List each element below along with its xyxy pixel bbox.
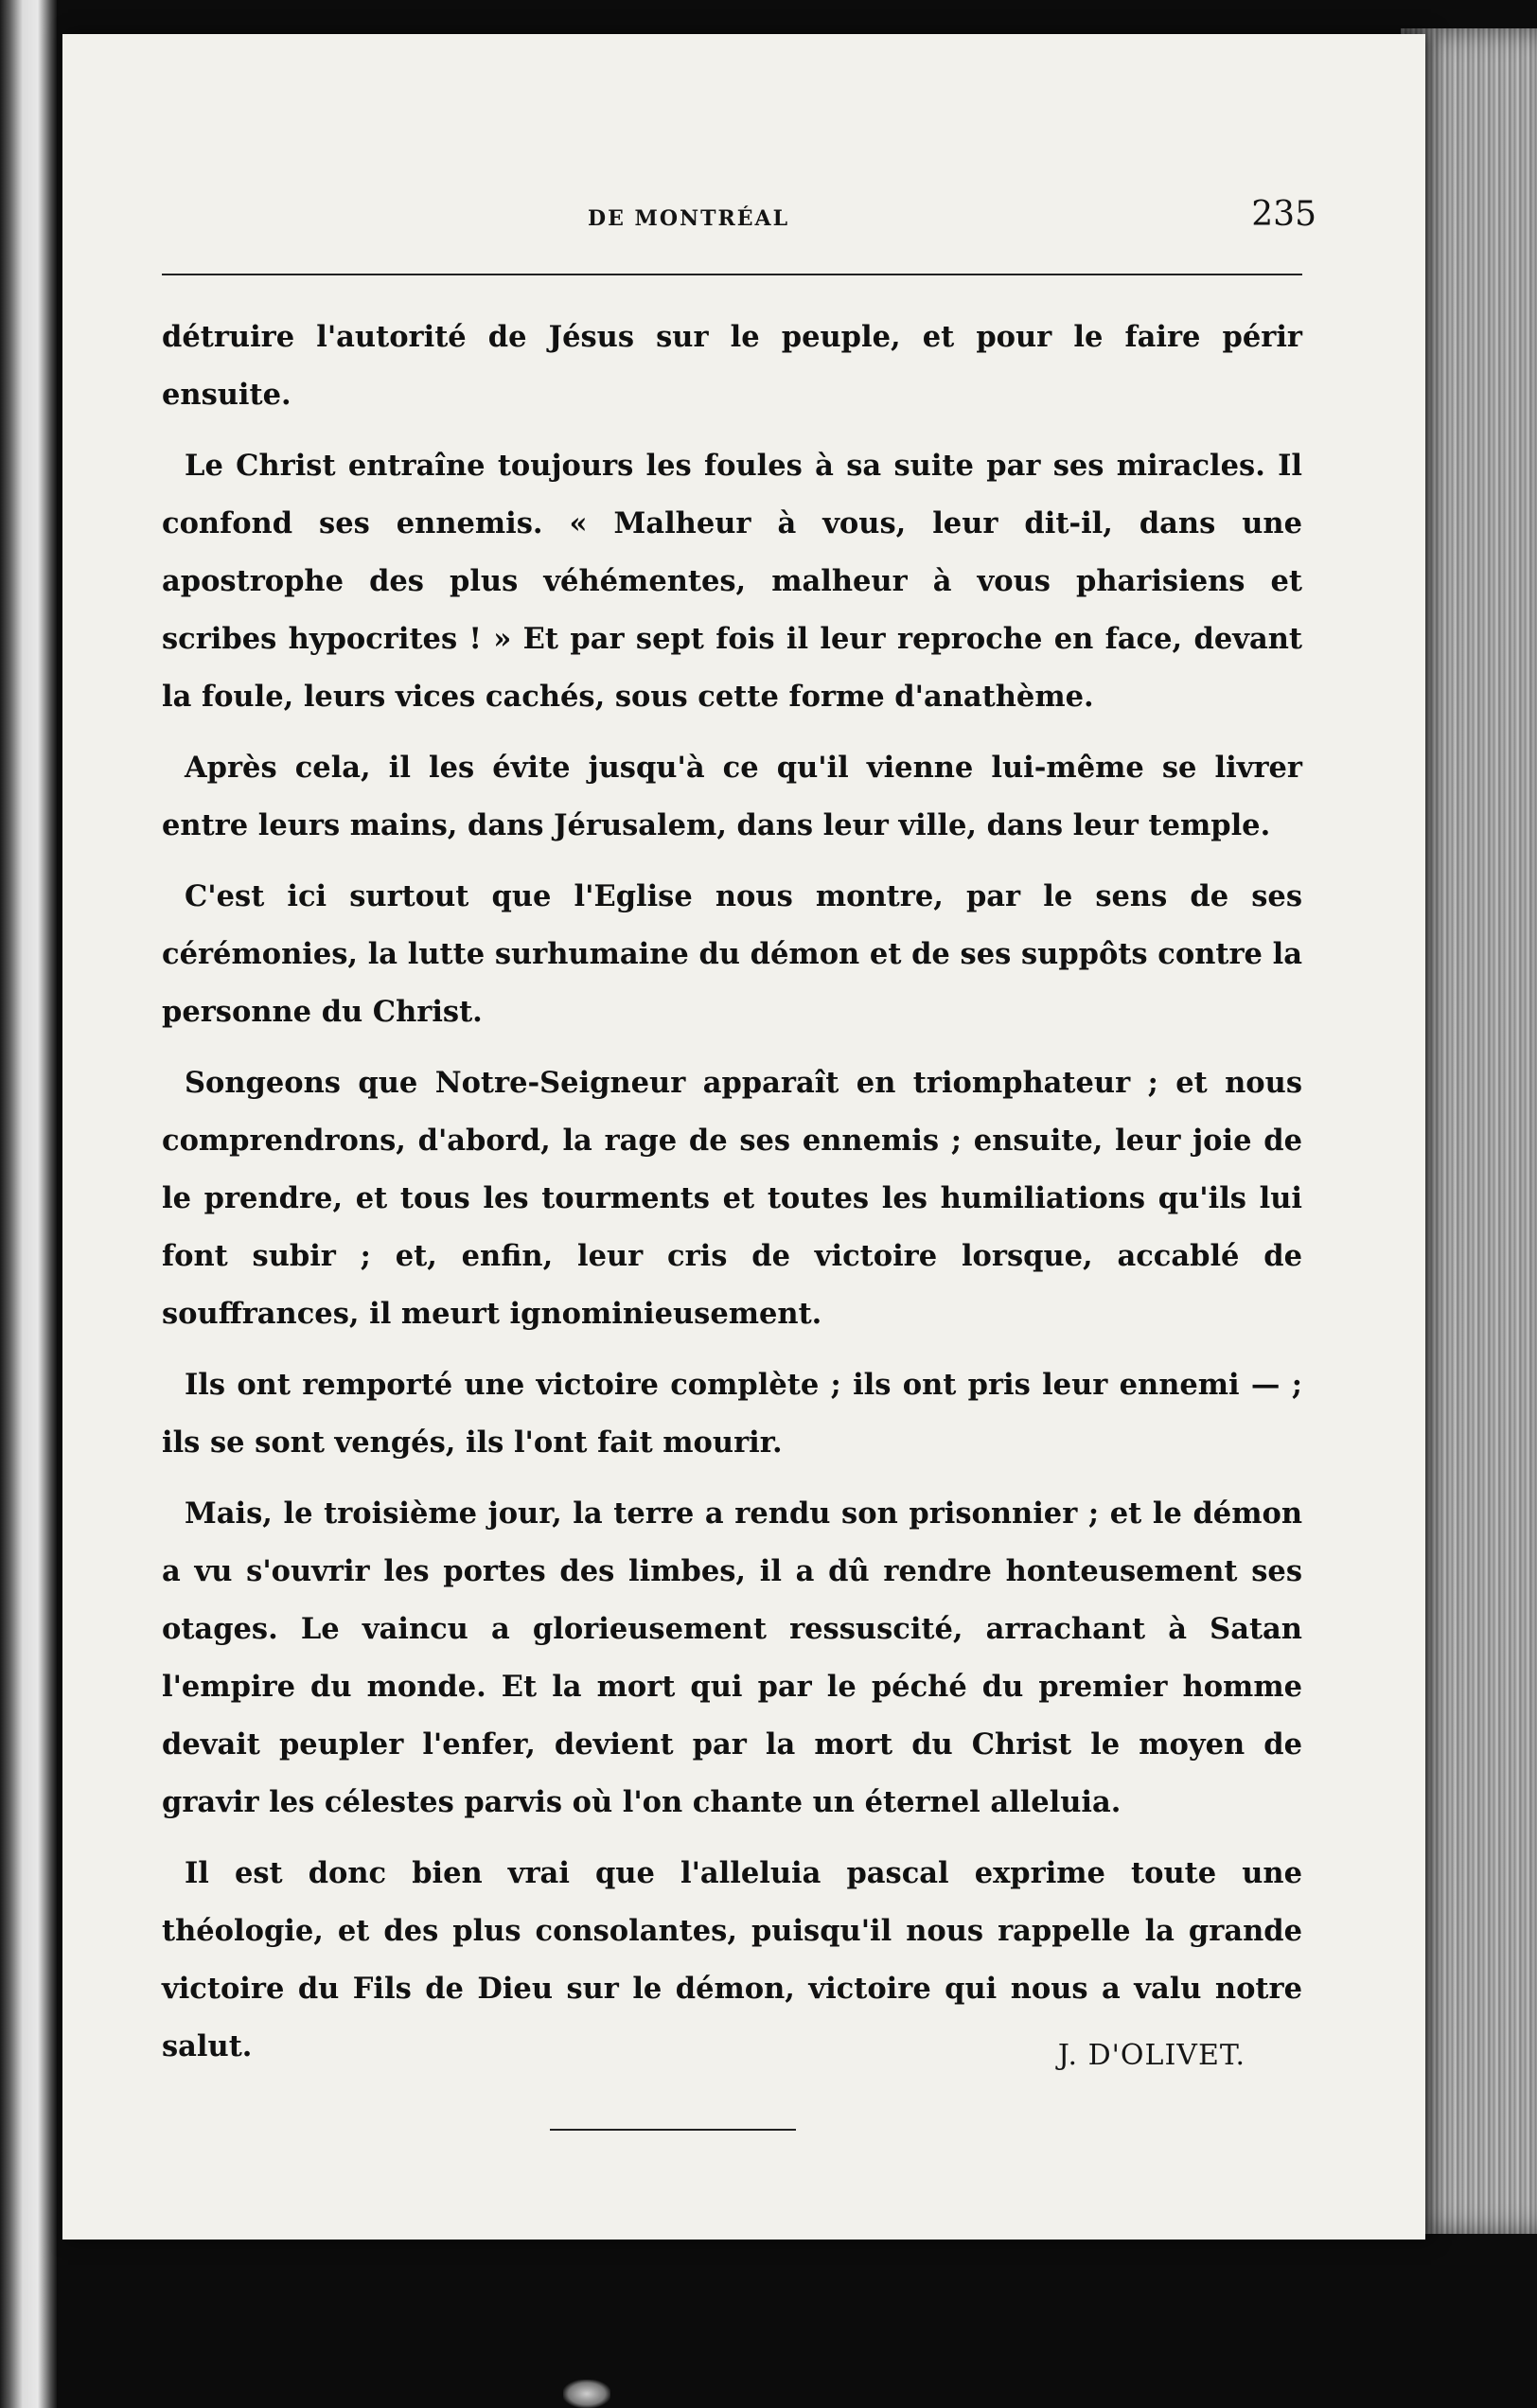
- paragraph: Après cela, il les évite jusqu'à ce qu'il vienne lui-même se livrer entre leurs mains, dans Jérusalem, dans leur ville, dans leur temple.: [162, 751, 1302, 842]
- previous-page-edge: [0, 0, 57, 2408]
- end-rule: [550, 2129, 796, 2131]
- bottom-edge-mark: [563, 2380, 610, 2408]
- paragraph: Ils ont remporté une victoire complète ; ils ont pris leur ennemi — ; ils se sont vengés, ils l'ont fait mourir.: [162, 1368, 1302, 1460]
- paragraph: Il est donc bien vrai que l'alleluia pascal exprime toute une théologie, et des plus consolantes, puisqu'il nous rappelle la grande victoire du Fils de Dieu sur le démon, victoire qui nous a valu notre salut.: [162, 1856, 1302, 2063]
- paragraph: Songeons que Notre-Seigneur apparaît en triomphateur ; et nous comprendrons, d'abord, la rage de ses ennemis ; ensuite, leur joie de le prendre, et tous les tourments et toutes les humiliations qu'ils lui font subir ; et, enfin, leur cris de victoire lorsque, accablé de souffrances, il meurt ignominieusement.: [162, 1066, 1302, 1331]
- book-page: [62, 34, 1425, 2240]
- body-text: [162, 309, 1302, 2089]
- paragraph: Mais, le troisième jour, la terre a rendu son prisonnier ; et le démon a vu s'ouvrir les portes des limbes, il a dû rendre honteusement ses otages. Le vaincu a glorieusement ressuscité, arrachant à Satan l'empire du monde. Et la mort qui par le péché du premier homme devait peupler l'enfer, devient par la mort du Christ le moyen de gravir les célestes parvis où l'on chante un éternel alleluia.: [162, 1496, 1302, 1819]
- running-title: DE MONTRÉAL: [588, 206, 790, 231]
- header-rule: [162, 274, 1302, 275]
- paragraph: détruire l'autorité de Jésus sur le peuple, et pour le faire périr ensuite.: [162, 320, 1302, 412]
- paragraph: C'est ici surtout que l'Eglise nous montre, par le sens de ses cérémonies, la lutte surhumaine du démon et de ses suppôts contre la personne du Christ.: [162, 879, 1302, 1029]
- running-head: [62, 195, 1425, 242]
- page-number: 235: [1251, 195, 1316, 234]
- author-signature: J. D'OLIVET.: [1057, 2039, 1246, 2072]
- paragraph: Le Christ entraîne toujours les foules à sa suite par ses miracles. Il confond ses ennemis. « Malheur à vous, leur dit-il, dans une apostrophe des plus véhémentes, malheur à vous pharisiens et scribes hypocrites ! » Et par sept fois il leur reproche en face, devant la foule, leurs vices cachés, sous cette forme d'anathème.: [162, 449, 1302, 714]
